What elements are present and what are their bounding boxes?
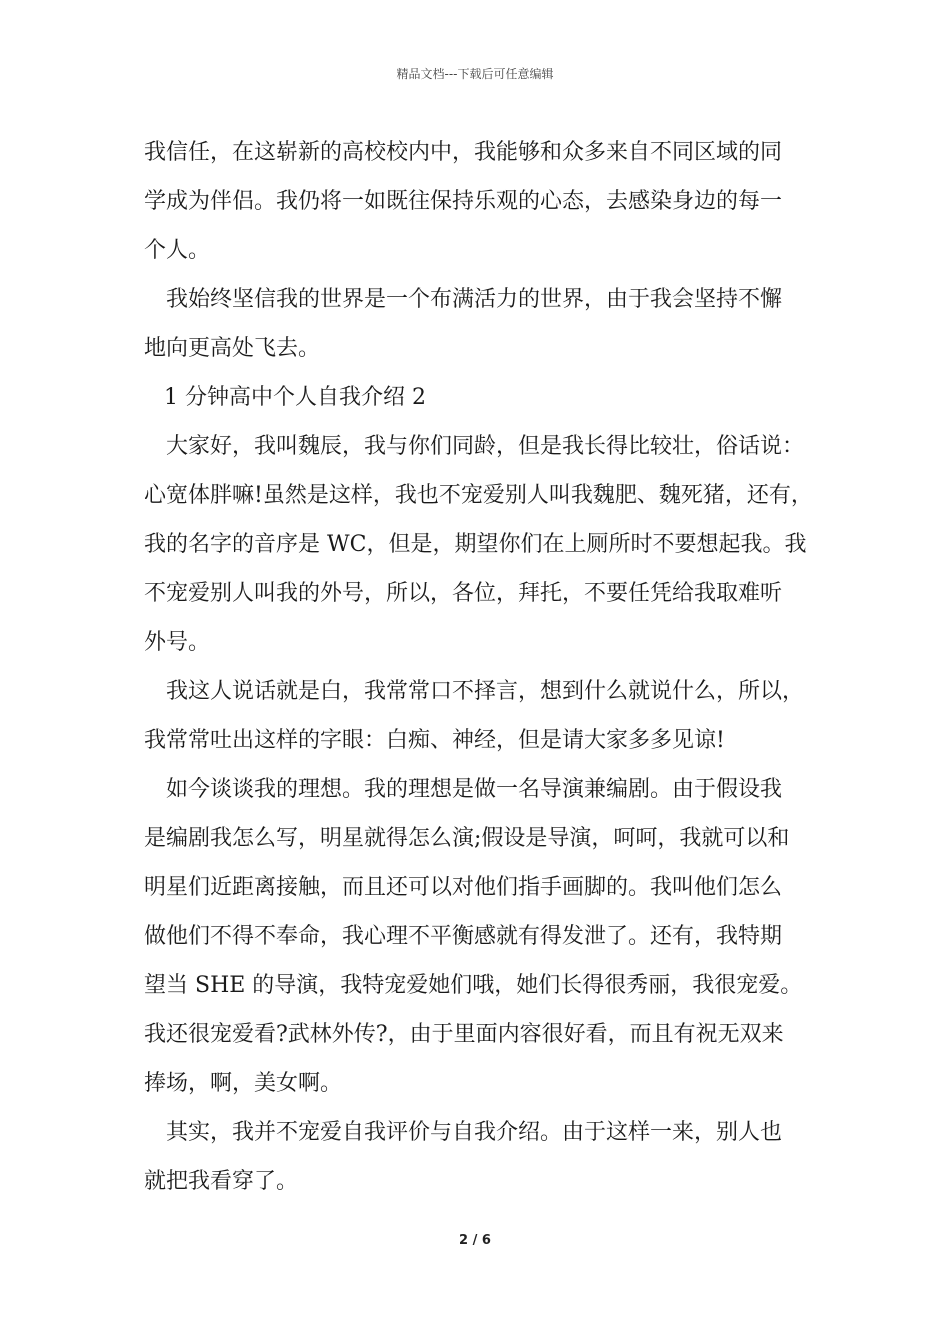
heading-line: 1 分钟高中个人自我介绍 2 (164, 385, 426, 410)
text-line: 我常常吐出这样的字眼：白痴、神经，但是请大家多多见谅! (144, 728, 725, 753)
text-line: 不宠爱别人叫我的外号，所以，各位，拜托，不要任凭给我取难听 (144, 581, 783, 606)
paragraph (144, 275, 814, 373)
text-line: 就把我看穿了。 (144, 1169, 299, 1194)
text-line: 心宽体胖嘛!虽然是这样，我也不宠爱别人叫我魏肥、魏死猪，还有， (144, 483, 813, 508)
text-line: 我这人说话就是白，我常常口不择言，想到什么就说什么，所以， (166, 679, 805, 704)
section-heading (144, 373, 814, 422)
text-line: 我的名字的音序是 WC，但是，期望你们在上厕所时不要想起我。我 (144, 532, 807, 557)
paragraph (144, 422, 814, 667)
text-line: 望当 SHE 的导演，我特宠爱她们哦，她们长得很秀丽，我很宠爱。 (144, 973, 803, 998)
text-line: 捧场，啊，美女啊。 (144, 1071, 343, 1096)
page-header: 精品文档---下载后可任意编辑 (396, 67, 554, 81)
text-line: 我还很宠爱看?武林外传?，由于里面内容很好看，而且有祝无双来 (144, 1022, 784, 1047)
paragraph (144, 128, 814, 275)
page-number: 2 / 6 (459, 1233, 491, 1248)
text-line: 做他们不得不奉命，我心理不平衡感就有得发泄了。还有，我特期 (144, 924, 783, 949)
paragraph (144, 667, 814, 765)
text-line: 学成为伴侣。我仍将一如既往保持乐观的心态，去感染身边的每一 (144, 189, 783, 214)
document-body (144, 128, 814, 1206)
paragraph (144, 1108, 814, 1206)
text-line: 如今谈谈我的理想。我的理想是做一名导演兼编剧。由于假设我 (166, 777, 783, 802)
text-line: 是编剧我怎么写，明星就得怎么演;假设是导演，呵呵，我就可以和 (144, 826, 790, 851)
text-line: 明星们近距离接触，而且还可以对他们指手画脚的。我叫他们怎么 (144, 875, 783, 900)
text-line: 个人。 (144, 238, 211, 263)
paragraph (144, 765, 814, 1108)
text-line: 我始终坚信我的世界是一个布满活力的世界，由于我会坚持不懈 (166, 287, 783, 312)
text-line: 我信任，在这崭新的高校校内中，我能够和众多来自不同区域的同 (144, 140, 783, 165)
text-line: 其实，我并不宠爱自我评价与自我介绍。由于这样一来，别人也 (166, 1120, 783, 1145)
text-line: 大家好，我叫魏辰，我与你们同龄，但是我长得比较壮，俗话说： (166, 434, 805, 459)
text-line: 外号。 (144, 630, 211, 655)
text-line: 地向更高处飞去。 (144, 336, 321, 361)
